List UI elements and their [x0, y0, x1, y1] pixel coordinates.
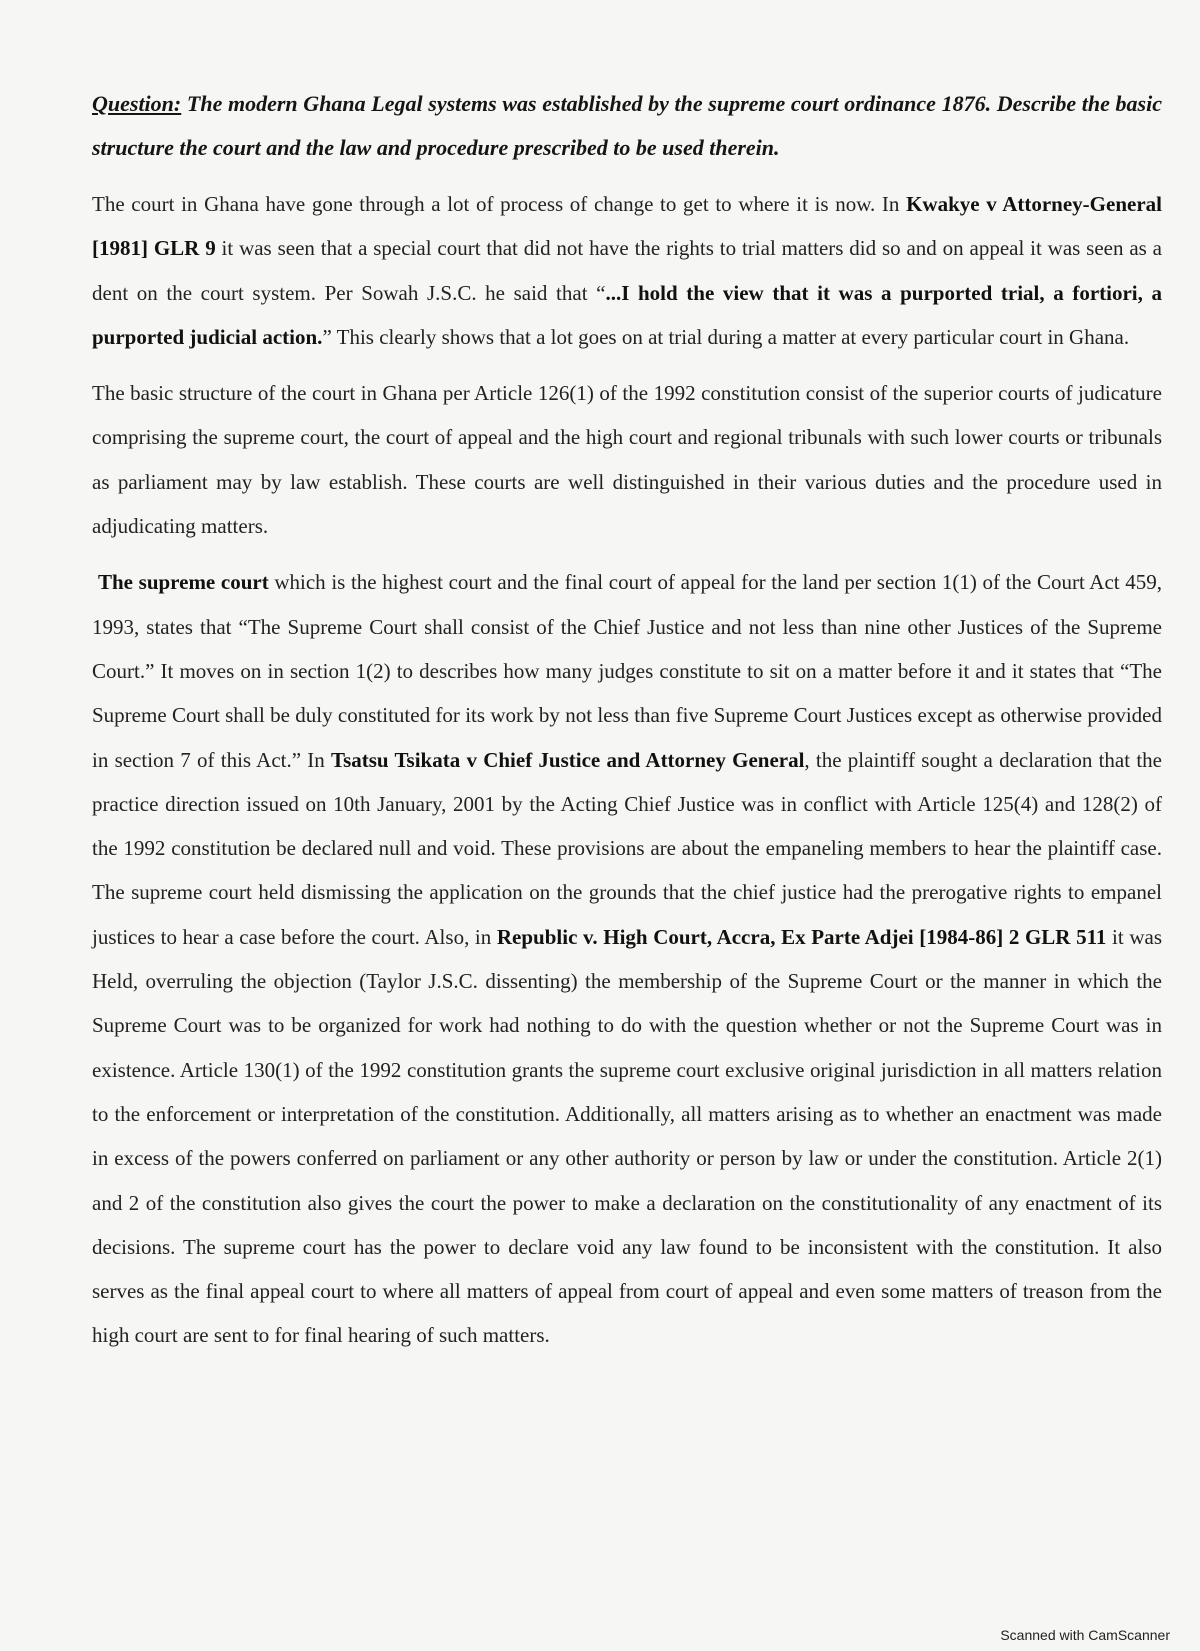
case-citation-adjei: Republic v. High Court, Accra, Ex Parte Adjei [1984-86] 2 GLR 511: [496, 924, 1107, 949]
case-citation-tsikata: Tsatsu Tsikata v Chief Justice and Attorney General: [331, 747, 805, 772]
camscanner-watermark: Scanned with CamScanner: [1000, 1627, 1170, 1643]
question-label: Question:: [92, 91, 182, 116]
paragraph-2: The basic structure of the court in Ghana per Article 126(1) of the 1992 constitution consist of the superior courts of judicature comprising the supreme court, the court of appeal and the high court and regional tribunals with such lower courts or tribunals as parliament may by law establish. These courts are well distinguished in their various duties and the procedure used in adjudicating matters.: [92, 381, 1162, 539]
case-citation-kwakye: Kwakye v Attorney-General [1981] GLR 9: [92, 192, 1162, 261]
p3-text-b: , the plaintiff sought a declaration that the practice direction issued on 10th January, 2001 by the Acting Chief Justice was in conflict with Article 125(4) and 128(2) of the 1992 constitution be declared null and void. These provisions are about the empaneling members to hear the plaintiff case. The supreme court held dismissing the application on the grounds that the chief justice had the prerogative rights to empanel justices to hear a case before the court. Also, in: [92, 747, 1162, 949]
question-text: The modern Ghana Legal systems was established by the supreme court ordinance 1876. Describe the basic structure the court and the law and procedure prescribed to be used therein.: [92, 91, 1162, 160]
question-heading: [92, 82, 1162, 170]
paragraph-1: [92, 182, 1162, 359]
document-page: [92, 82, 1162, 1370]
paragraph-3: [92, 560, 1162, 1357]
p3-text-a: which is the highest court and the final court of appeal for the land per section 1(1) of the Court Act 459, 1993, states that “The Supreme Court shall consist of the Chief Justice and not less than nine other Justices of the Supreme Court.” It moves on in section 1(2) to describes how many judges constitute to sit on a matter before it and it states that “The Supreme Court shall be duly constituted for its work by not less than five Supreme Court Justices except as otherwise provided in section 7 of this Act.” In: [92, 570, 1162, 772]
sowah-quote: ...I hold the view that it was a purported trial, a fortiori, a purported judicial action.: [92, 280, 1162, 349]
p1-text-a: The court in Ghana have gone through a lot of process of change to get to where it is now. In: [92, 192, 907, 216]
p3-text-c: it was Held, overruling the objection (Taylor J.S.C. dissenting) the membership of the Supreme Court or the manner in which the Supreme Court was to be organized for work had nothing to do with the question whether or not the Supreme Court was in existence. Article 130(1) of the 1992 constitution grants the supreme court exclusive original jurisdiction in all matters relation to the enforcement or interpretation of the constitution. Additionally, all matters arising as to whether an enactment was made in excess of the powers conferred on parliament or any other authority or person by law or under the constitution. Article 2(1) and 2 of the constitution also gives the court the power to make a declaration on the constitutionality of any enactment of its decisions. The supreme court has the power to declare void any law found to be inconsistent with the constitution. It also serves as the final appeal court to where all matters of appeal from court of appeal and even some matters of treason from the high court are sent to for final hearing of such matters.: [92, 924, 1162, 1348]
p1-text-c: ” This clearly shows that a lot goes on at trial during a matter at every particular court in Ghana.: [322, 324, 1130, 349]
supreme-court-heading: The supreme court: [98, 570, 269, 595]
p1-text-b: it was seen that a special court that did not have the rights to trial matters did so and on appeal it was seen as a dent on the court system. Per Sowah J.S.C. he said that “: [92, 236, 1162, 305]
